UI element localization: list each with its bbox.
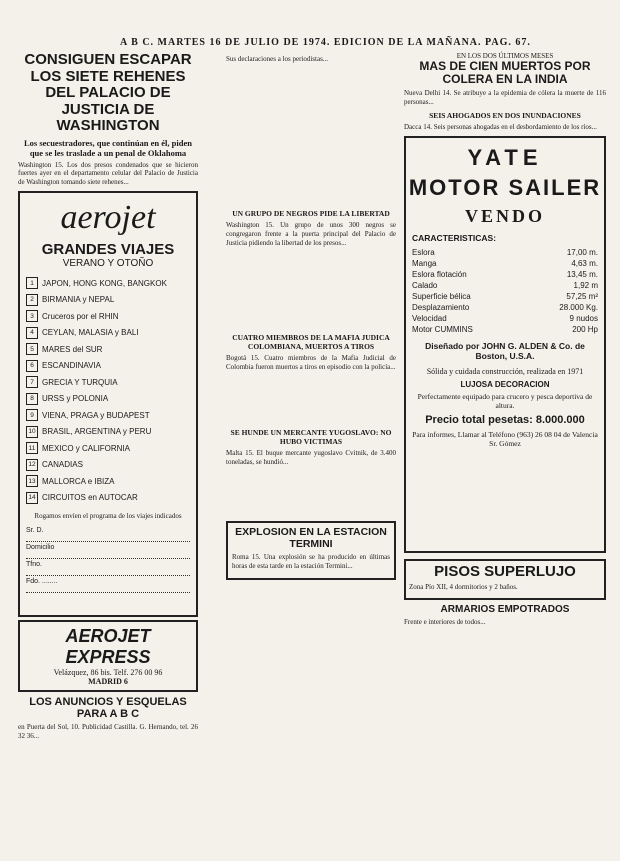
tour-label: VIENA, PRAGA y BUDAPEST — [42, 410, 150, 420]
tour-label: JAPON, HONG KONG, BANGKOK — [42, 278, 167, 288]
aerojet-subtitle: VERANO Y OTOÑO — [62, 257, 154, 269]
tour-label: BIRMANIA y NEPAL — [42, 295, 115, 304]
tour-number: 14 — [26, 492, 38, 504]
body-rehenes: Washington 15. Los dos presos condenados que se hicieron fuertes ayer en el departamento celular del Palacio de Justicia de Washington tomando siete rehenes... — [18, 160, 198, 186]
spec-row — [406, 313, 604, 324]
hunde-title: SE HUNDE UN MERCANTE YUGOSLAVO: NO HUBO VICTIMAS — [230, 428, 392, 446]
form-line[interactable]: Sr. D. — [26, 527, 190, 542]
tour-item — [20, 324, 196, 341]
tour-item — [20, 341, 196, 358]
express-brand: EXPRESS — [65, 646, 151, 667]
spec-value: 17,00 m. — [566, 248, 598, 257]
tour-item — [20, 390, 196, 407]
tour-number: 7 — [26, 376, 38, 388]
tour-label: BRASIL, ARGENTINA y PERU — [42, 427, 152, 436]
spec-value: 4,63 m. — [571, 259, 598, 268]
tour-label: CANADIAS — [42, 460, 83, 469]
spec-title: CARACTERISTICAS: — [412, 233, 497, 243]
tour-number: 8 — [26, 393, 38, 405]
spec-row — [406, 269, 604, 280]
hunde-body: Malta 15. El buque mercante yugoslavo Cvitnik, de 3.400 toneladas, se hundió... — [226, 449, 396, 466]
yate-design: Diseñado por JOHN G. ALDEN & Co. de Boston, U.S.A. — [425, 341, 585, 361]
tour-label: MEXICO y CALIFORNIA — [42, 443, 131, 453]
aerojet-ad — [18, 191, 198, 617]
explosion-box — [226, 521, 396, 580]
anuncios-body: en Puerta del Sol, 10. Publicidad Castilla. G. Hernando, tel. 26 32 36... — [18, 722, 198, 740]
tour-label: MARES del SUR — [42, 344, 103, 354]
tour-item — [20, 275, 196, 292]
tour-item — [20, 291, 196, 308]
tour-item — [20, 489, 196, 506]
spec-label: Calado — [412, 281, 438, 290]
grupo-body: Washington 15. Un grupo de unos 300 negros se congregaron frente a la puerta principal del Palacio de Justicia pidiendo la libertad de los presos... — [226, 221, 396, 247]
tour-label: MALLORCA e IBIZA — [42, 476, 115, 486]
spec-row — [406, 280, 604, 291]
aerojet-express-ad — [18, 620, 198, 692]
tour-list — [20, 275, 196, 506]
ahogados-title: SEIS AHOGADOS EN DOS INUNDACIONES — [429, 110, 581, 120]
colombia-title: CUATRO MIEMBROS DE LA MAFIA JUDICA COLOMBIANA, MUERTOS A TIROS — [232, 333, 390, 351]
tour-item — [20, 374, 196, 391]
tour-number: 1 — [26, 277, 38, 289]
tour-label: ESCANDINAVIA — [42, 361, 101, 370]
tour-label: URSS y POLONIA — [42, 394, 109, 403]
spec-row — [406, 247, 604, 258]
aerojet-brand: AEROJET — [65, 625, 151, 646]
ahogados-body: Dacca 14. Seis personas ahogadas en el desbordamiento de los ríos... — [404, 122, 597, 131]
spec-value: 57,25 m² — [566, 292, 598, 301]
tour-number: 10 — [26, 426, 38, 438]
deck-rehenes: Los secuestradores, que continúan en él, piden que se les traslade a un penal de Oklahoma — [24, 137, 192, 158]
form-line[interactable]: Tfno. — [26, 561, 190, 576]
tour-number: 6 — [26, 360, 38, 372]
middle-column — [226, 52, 396, 580]
motor-sailer: MOTOR SAILER — [408, 174, 602, 200]
tour-number: 12 — [26, 459, 38, 471]
explosion-title: EXPLOSION EN LA ESTACION TERMINI — [235, 526, 387, 550]
form-line[interactable]: Fdo. ........ — [26, 578, 190, 593]
yate-lujosa-body: Perfectamente equipado para crucero y pesca deportiva de altura. — [417, 392, 593, 410]
headline-rehenes: CONSIGUEN ESCAPAR LOS SIETE REHENES DEL PALACIO DE JUSTICIA DE WASHINGTON — [24, 51, 192, 134]
spec-label: Manga — [412, 259, 437, 268]
form-line[interactable]: Domicilio — [26, 544, 190, 559]
tour-number: 4 — [26, 327, 38, 339]
aerojet-form — [20, 527, 196, 593]
cien-title: MAS DE CIEN MUERTOS POR COLERA EN LA INDIA — [419, 59, 591, 87]
spec-label: Desplazamiento — [412, 303, 470, 312]
armarios-title: ARMARIOS EMPOTRADOS — [440, 603, 570, 615]
spec-list — [406, 247, 604, 335]
right-column — [404, 52, 606, 630]
tour-label: Cruceros por el RHIN — [42, 311, 119, 321]
yate-price: Precio total pesetas: 8.000.000 — [425, 414, 585, 426]
vendo: VENDO — [464, 206, 545, 226]
colombia-body: Bogotá 15. Cuatro miembros de la Mafia Judicial de Colombia fueron muertos a tiros en episodio con la policía... — [226, 354, 396, 371]
cien-label: EN LOS DOS ÚLTIMOS MESES — [456, 52, 554, 60]
pisos-title: PISOS SUPERLUJO — [434, 562, 576, 580]
spec-label: Eslora — [412, 248, 435, 257]
spec-row — [406, 291, 604, 302]
tour-item — [20, 440, 196, 457]
spec-value: 28.000 Kg. — [559, 303, 598, 312]
spec-label: Velocidad — [412, 314, 447, 323]
armarios-body: Frente e interiores de todos... — [404, 617, 486, 626]
explosion-body: Roma 15. Una explosión se ha producido en últimas horas de esta tarde en la estación Termini... — [232, 553, 390, 570]
tour-number: 2 — [26, 294, 38, 306]
yate-word: YATE — [467, 144, 543, 170]
tour-label: GRECIA Y TURQUIA — [42, 377, 118, 387]
tour-number: 9 — [26, 409, 38, 421]
pisos-ad — [404, 559, 606, 600]
tour-number: 13 — [26, 475, 38, 487]
aerojet-title: GRANDES VIAJES — [41, 240, 175, 258]
spec-value: 13,45 m. — [566, 270, 598, 279]
tour-item — [20, 357, 196, 374]
tour-label: CIRCUITOS en AUTOCAR — [42, 493, 138, 502]
grupo-title: UN GRUPO DE NEGROS PIDE LA LIBERTAD — [232, 209, 390, 218]
page-header: A B C. MARTES 16 DE JULIO DE 1974. EDICION DE LA MAÑANA. PAG. 67. — [120, 37, 531, 48]
tour-number: 5 — [26, 343, 38, 355]
anuncios-title: LOS ANUNCIOS Y ESQUELAS PARA A B C — [29, 695, 187, 720]
spec-row — [406, 258, 604, 269]
aerojet-logo: aerojet — [60, 198, 156, 236]
left-column — [18, 52, 198, 743]
yate-lujosa: LUJOSA DECORACION — [460, 380, 550, 389]
spec-value: 9 nudos — [569, 314, 598, 323]
tour-item — [20, 473, 196, 490]
tour-number: 3 — [26, 310, 38, 322]
aerojet-city: MADRID 6 — [88, 676, 128, 686]
pisos-body: Zona Pío XII, 4 dormitorios y 2 baños. — [409, 583, 518, 592]
middle-lead: Sus declaraciones a los periodistas... — [226, 55, 329, 63]
spec-value: 200 Hp — [572, 325, 598, 334]
yate-contact: Para informes, Llamar al Teléfono (963) 26 08 04 de Valencia Sr. Gómez — [412, 430, 598, 448]
spec-label: Motor CUMMINS — [412, 325, 473, 334]
cien-body: Nueva Delhi 14. Se atribuye a la epidemia de cólera la muerte de 116 personas... — [404, 89, 606, 107]
tour-item — [20, 308, 196, 325]
aerojet-address: Velázquez, 86 bis. Telf. 276 00 96 — [53, 667, 163, 677]
tour-item — [20, 456, 196, 473]
spec-label: Eslora flotación — [412, 270, 467, 279]
tour-label: CEYLAN, MALASIA y BALI — [42, 328, 139, 337]
spec-value: 1,92 m — [573, 281, 598, 290]
spec-row — [406, 324, 604, 335]
tour-item — [20, 407, 196, 424]
yate-ad — [404, 136, 606, 553]
tour-item — [20, 423, 196, 440]
tour-number: 11 — [26, 442, 38, 454]
spec-row — [406, 302, 604, 313]
spec-label: Superficie bélica — [412, 292, 471, 301]
yate-built: Sólida y cuidada construcción, realizada en 1971 — [426, 367, 584, 376]
aerojet-request: Rogamos envíen el programa de los viajes indicados — [34, 511, 182, 520]
